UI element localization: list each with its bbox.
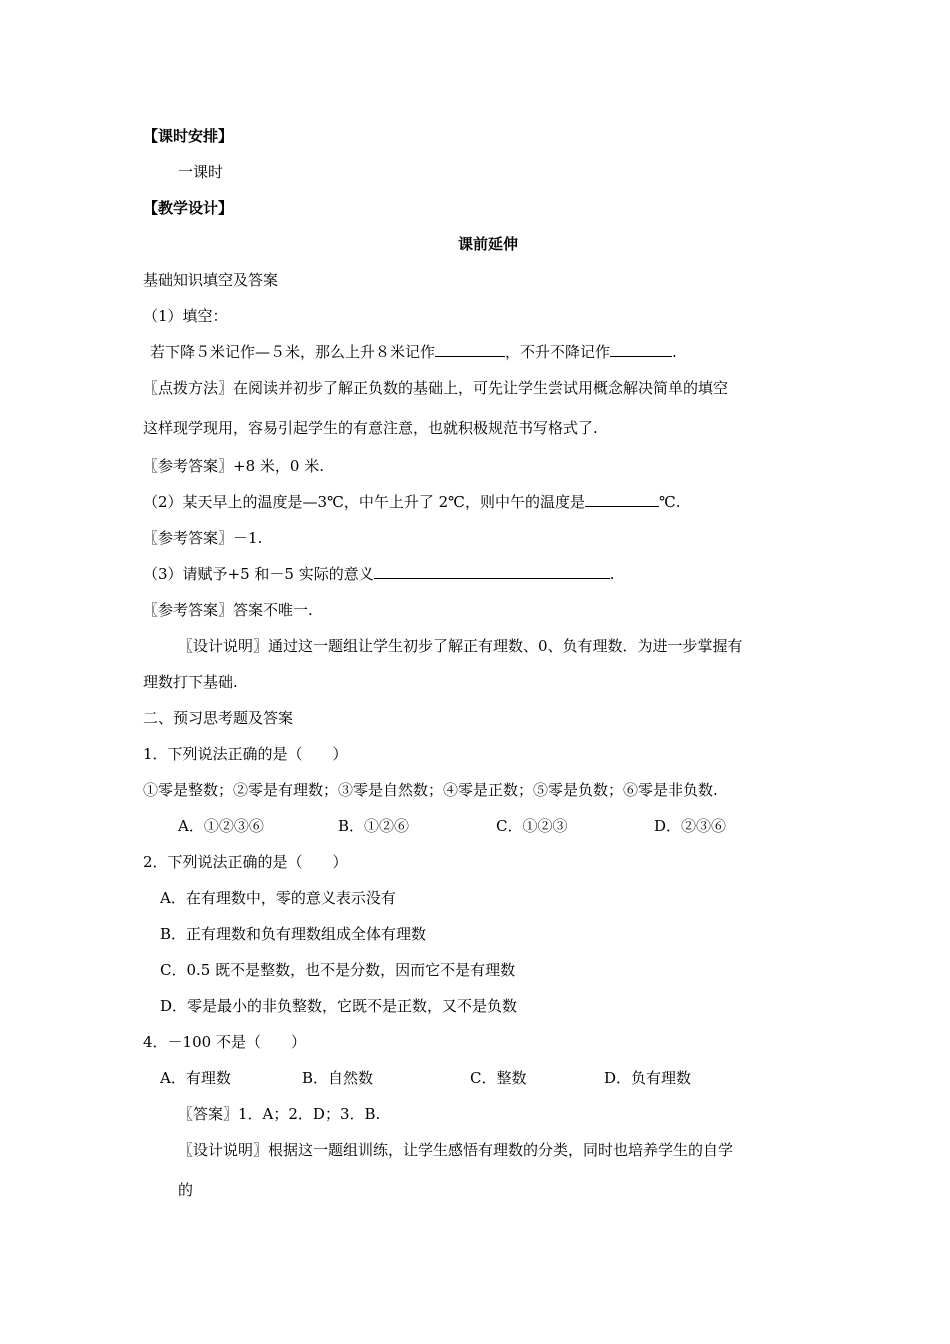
q3-blank <box>374 564 610 579</box>
p2-q2-option-a: A．在有理数中，零的意义表示没有 <box>160 889 396 907</box>
p2-q4-option-c: C．整数 <box>470 1069 527 1087</box>
part2-heading: 二、预习思考题及答案 <box>143 709 294 727</box>
q1-text-a: 若下降５米记作—５米，那么上升８米记作 <box>150 343 436 361</box>
q1-blank-1 <box>435 342 505 357</box>
q2-text-b: ℃. <box>658 493 681 511</box>
q3-text <box>143 564 615 584</box>
p2-q2-option-b: B．正有理数和负有理数组成全体有理数 <box>160 925 427 943</box>
q3-answer: 〖参考答案〗答案不唯一. <box>143 601 313 619</box>
p2-q1-option-c: C．①②③ <box>496 817 568 835</box>
p2-q2-stem: 2．下列说法正确的是（ ） <box>143 853 348 871</box>
design-note-1-line-2: 理数打下基础. <box>143 673 238 691</box>
method-line-2: 这样现学现用，容易引起学生的有意注意，也就积极规范书写格式了. <box>143 419 598 437</box>
p2-q1-option-b: B．①②⑥ <box>338 817 410 835</box>
schedule-heading: 【课时安排】 <box>143 127 234 145</box>
q1-text-b: ，不升不降记作 <box>505 343 611 361</box>
design-note-2-line-1: 〖设计说明〗根据这一题组训练，让学生感悟有理数的分类，同时也培养学生的自学 <box>178 1141 734 1159</box>
part1-heading: 基础知识填空及答案 <box>143 271 279 289</box>
q1-label: （1）填空： <box>143 307 228 325</box>
q2-text-a: （2）某天早上的温度是—3℃，中午上升了 2℃，则中午的温度是 <box>143 493 585 511</box>
p2-q1-option-a: A．①②③⑥ <box>178 817 264 835</box>
p2-q4-stem: 4．－100 不是（ ） <box>143 1033 306 1051</box>
q1-answer: 〖参考答案〗+8 米，0 米. <box>143 457 324 475</box>
design-heading: 【教学设计】 <box>143 199 234 217</box>
q2-answer: 〖参考答案〗－1. <box>143 529 263 547</box>
p2-q1-stem: 1．下列说法正确的是（ ） <box>143 745 348 763</box>
p2-q2-option-c: C．0.5 既不是整数，也不是分数，因而它不是有理数 <box>160 961 516 979</box>
p2-q4-option-a: A．有理数 <box>160 1069 231 1087</box>
q1-text <box>150 342 677 362</box>
p2-q1-statements: ①零是整数；②零是有理数；③零是自然数；④零是正数；⑤零是负数；⑥零是非负数. <box>143 781 718 799</box>
q2-blank <box>585 492 659 507</box>
p2-answer: 〖答案〗1．A；2．D；3．B. <box>178 1105 381 1123</box>
q3-text-end: . <box>609 565 615 583</box>
q2-text <box>143 492 681 512</box>
center-title: 课前延伸 <box>458 235 519 253</box>
method-line-1: 〖点拨方法〗在阅读并初步了解正负数的基础上，可先让学生尝试用概念解决简单的填空 <box>143 379 729 397</box>
q1-blank-2 <box>610 342 672 357</box>
q1-text-end: . <box>672 343 677 361</box>
q3-text-a: （3）请赋予+5 和－5 实际的意义 <box>143 565 374 583</box>
p2-q4-option-b: B．自然数 <box>302 1069 374 1087</box>
design-note-1-line-1: 〖设计说明〗通过这一题组让学生初步了解正有理数、0、负有理数．为进一步掌握有 <box>178 637 743 655</box>
p2-q1-option-d: D．②③⑥ <box>654 817 727 835</box>
p2-q4-option-d: D．负有理数 <box>604 1069 692 1087</box>
design-note-2-line-2: 的 <box>178 1181 194 1199</box>
schedule-value: 一课时 <box>178 163 224 181</box>
p2-q2-option-d: D．零是最小的非负整数，它既不是正数，又不是负数 <box>160 997 518 1015</box>
